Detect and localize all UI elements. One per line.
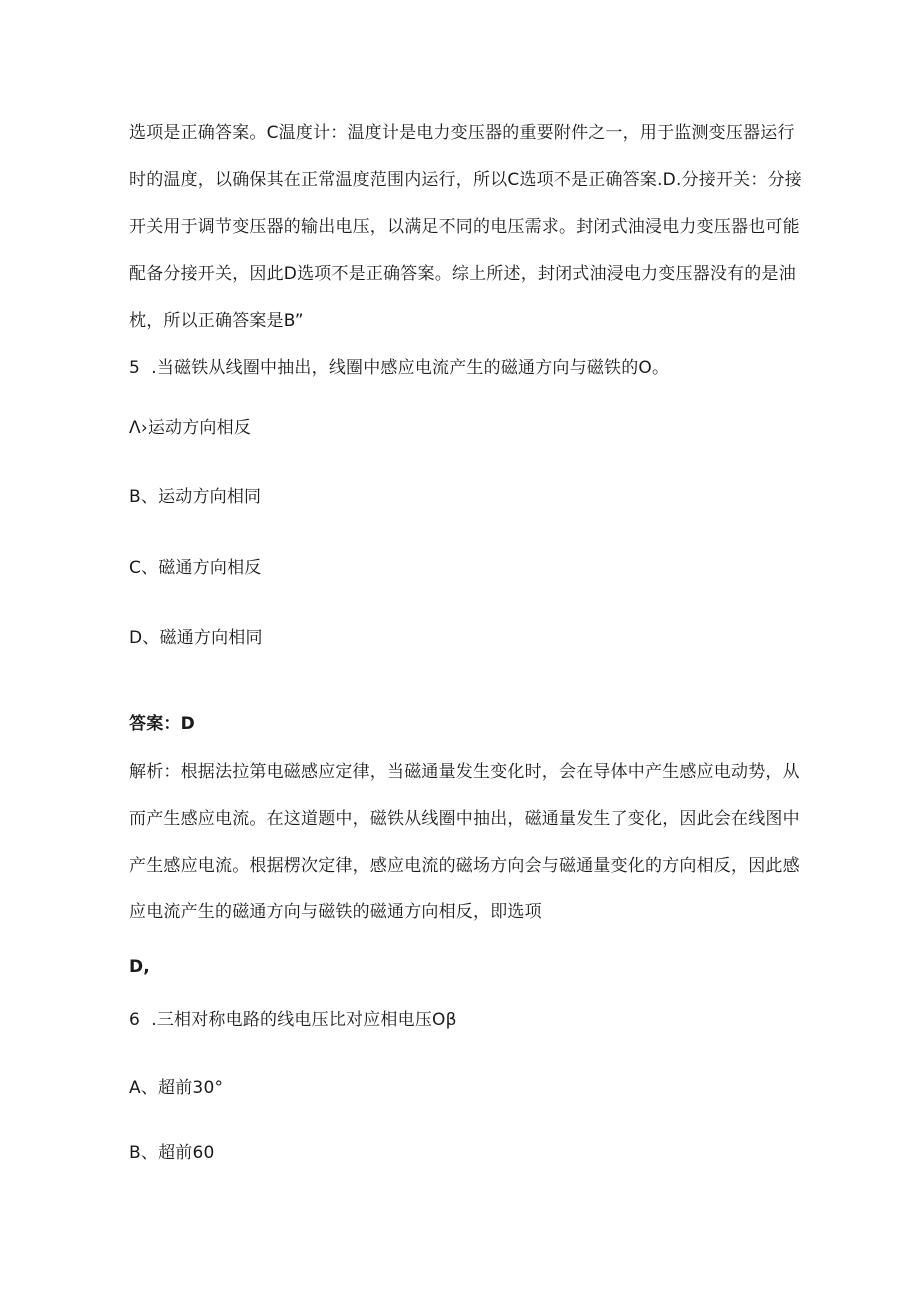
q5-explanation-line-1: 解析：根据法拉第电磁感应定律，当磁通量发生变化时，会在导体中产生感应电动势，从 [129,762,800,782]
q4-explanation-line-1: 选项是正确答案。C温度计：温度计是电力变压器的重要附件之一，用于监测变压器运行 [129,123,795,143]
q6-option-a: A、超前30° [129,1078,224,1098]
q5-question: 5 .当磁铁从线圈中抽出，线圈中感应电流产生的磁通方向与磁铁的O。 [129,358,670,378]
q5-explanation-line-3: 产生感应电流。根据楞次定律，感应电流的磁场方向会与磁通量变化的方向相反，因此感 [129,856,800,876]
q6-option-b: B、超前60 [129,1143,215,1163]
q4-explanation-line-3: 开关用于调节变压器的输出电压，以满足不同的电压需求。封闭式油浸电力变压器也可能 [129,217,800,237]
q5-explanation-line-4: 应电流产生的磁通方向与磁铁的磁通方向相反，即选项 [129,902,542,922]
q5-option-c: C、磁通方向相反 [129,558,262,578]
q5-explanation-end: D, [129,957,150,977]
q5-option-b: B、运动方向相同 [129,487,262,507]
q6-question: 6 .三相对称电路的线电压比对应相电压Oβ [129,1010,457,1030]
q4-explanation-line-2: 时的温度，以确保其在正常温度范围内运行，所以C选项不是正确答案.D.分接开关：分接 [129,170,802,190]
q5-explanation-line-2: 而产生感应电流。在这道题中，磁铁从线圈中抽出，磁通量发生了变化，因此会在线图中 [129,809,800,829]
q5-answer: 答案：D [129,714,195,734]
q5-option-a: Λ›运动方向相反 [129,418,252,438]
q4-explanation-line-5: 枕，所以正确答案是B” [129,311,304,331]
q5-option-d: D、磁通方向相同 [129,628,263,648]
q4-explanation-line-4: 配备分接开关，因此D选项不是正确答案。综上所述，封闭式油浸电力变压器没有的是油 [129,264,796,284]
